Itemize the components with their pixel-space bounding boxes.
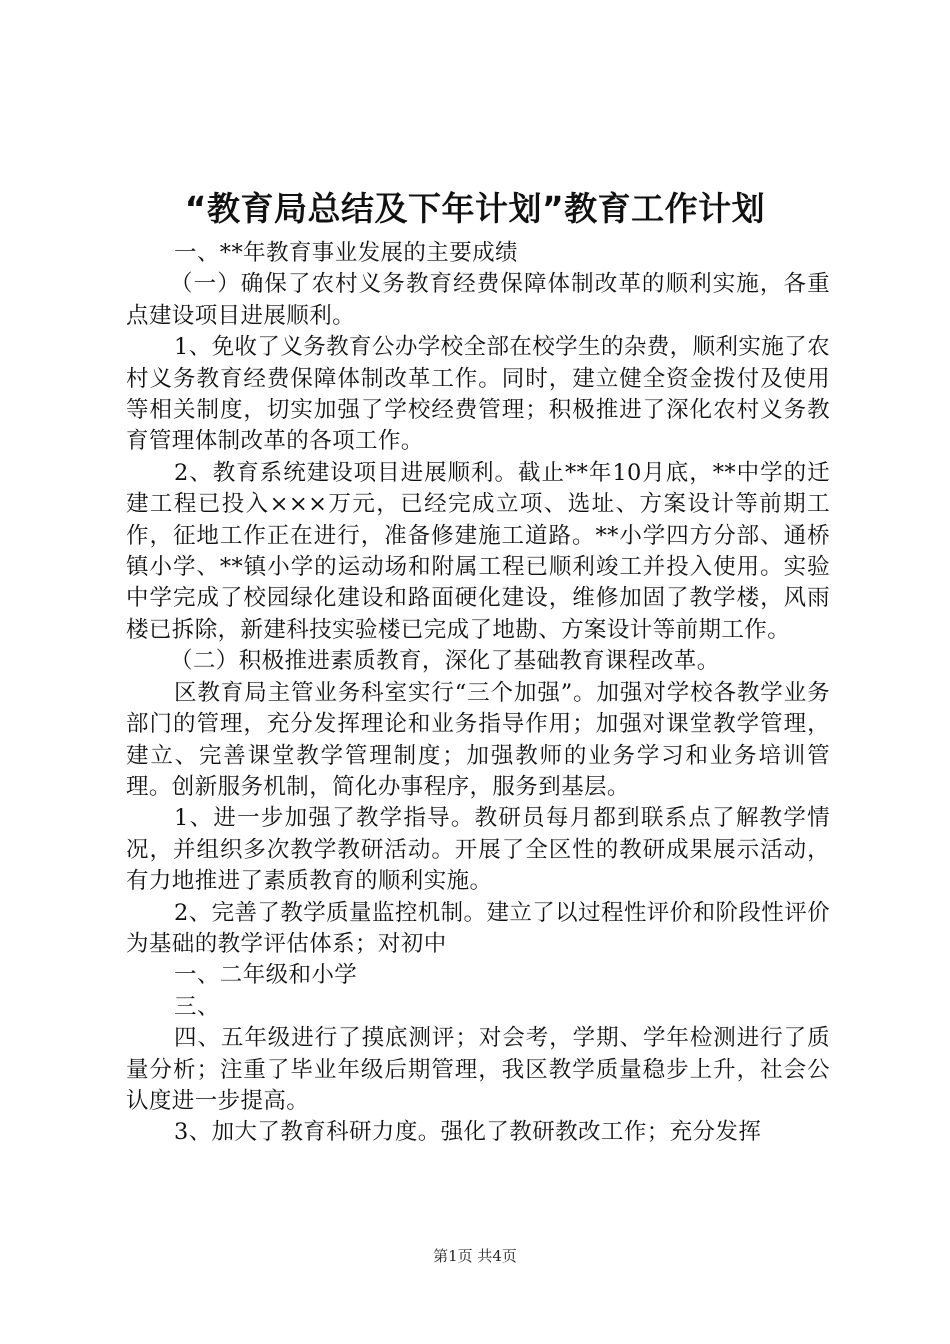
- paragraph-section-heading: 一、**年教育事业发展的主要成绩: [174, 240, 518, 266]
- page-number-footer: 第1页 共4页: [433, 1247, 517, 1265]
- paragraph-teaching-guidance: 1、进一步加强了教学指导。教研员每月都到联系点了解教学情况，并组织多次教学教研活动。开展了全区性的教研成果展示活动，有力地推进了素质教育的顺利实施。: [126, 805, 830, 895]
- paragraph-research: 3、加大了教育科研力度。强化了教研教改工作；充分发挥: [174, 1119, 762, 1146]
- document-body: [126, 238, 830, 1149]
- paragraph-grades-4-5: 四、五年级进行了摸底测评；对会考，学期、学年检测进行了质量分析；注重了毕业年级后期管理，我区教学质量稳步上升，社会公认度进一步提高。: [126, 1025, 830, 1114]
- paragraph-quality-monitoring: 2、完善了教学质量监控机制。建立了以过程性评价和阶段性评价为基础的教学评估体系；对初中: [126, 899, 830, 957]
- paragraph-subsection-2: （二）积极推进素质教育，深化了基础教育课程改革。: [170, 648, 720, 675]
- document-title: “教育局总结及下年计划”教育工作计划: [184, 189, 766, 228]
- paragraph-item-1: 1、免收了义务教育公办学校全部在校学生的杂费，顺利实施了农村义务教育经费保障体制改革工作。同时，建立健全资金拨付及使用等相关制度，切实加强了学校经费管理；积极推进了深化农村义务教育管理体制改革的各项工作。: [126, 334, 830, 455]
- paragraph-grades-1-2: 一、二年级和小学: [174, 962, 358, 989]
- paragraph-grade-3: 三、: [174, 993, 220, 1020]
- paragraph-item-2: 2、教育系统建设项目进展顺利。截止**年10月底，**中学的迁建工程已投入×××万元，已经完成立项、选址、方案设计等前期工作，征地工作正在进行，准备修建施工道路。**小学四方分部、通桥镇小学、**镇小学的运动场和附属工程已顺利竣工并投入使用。实验中学完成了校园绿化建设和路面硬化建设，维修加固了教学楼，风雨楼已拆除，新建科技实验楼已完成了地勘、方案设计等前期工作。: [126, 459, 830, 643]
- paragraph-three-strengthen: 区教育局主管业务科室实行“三个加强”。加强对学校各教学业务部门的管理，充分发挥理论和业务指导作用；加强对课堂教学管理，建立、完善课堂教学管理制度；加强教师的业务学习和业务培训管理。创新服务机制，简化办事程序，服务到基层。: [126, 679, 830, 800]
- paragraph-subsection-1: （一）确保了农村义务教育经费保障体制改革的顺利实施，各重点建设项目进展顺利。: [126, 271, 830, 329]
